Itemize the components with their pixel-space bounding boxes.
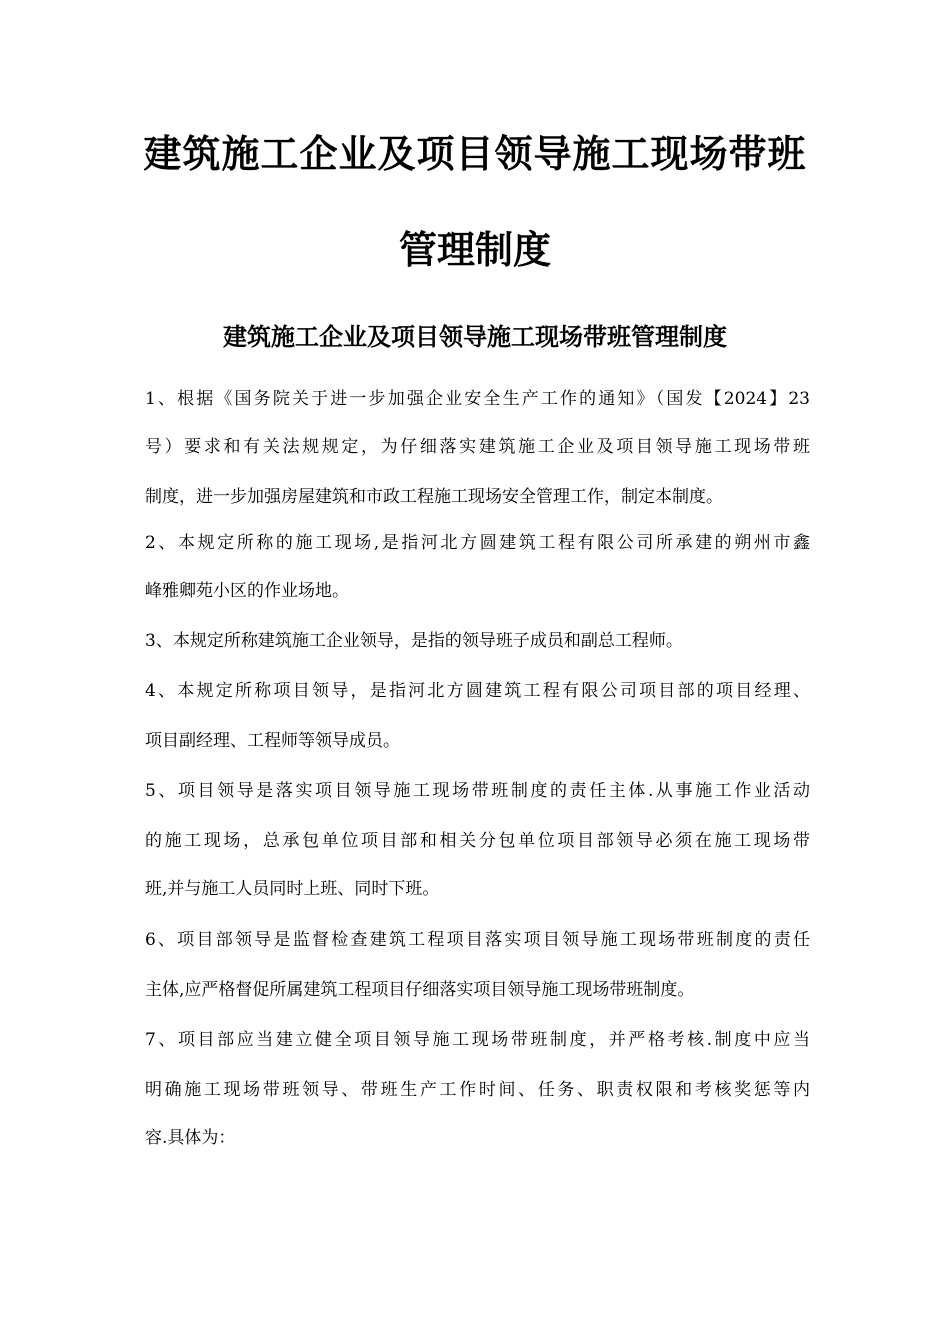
text-line: 峰雅卿苑小区的作业场地。 bbox=[145, 581, 349, 601]
text-line: 号）要求和有关法规规定，为仔细落实建筑施工企业及项目领导施工现场带班 bbox=[145, 437, 810, 457]
text-line: 1、根据《国务院关于进一步加强企业安全生产工作的通知》（国发【2024】23 bbox=[145, 389, 810, 409]
document-title-line-1: 建筑施工企业及项目领导施工现场带班 bbox=[143, 131, 807, 176]
text-line: 班,并与施工人员同时上班、同时下班。 bbox=[145, 879, 440, 899]
text-line: 明确施工现场带班领导、带班生产工作时间、任务、职责权限和考核奖惩等内 bbox=[145, 1080, 810, 1100]
text-line: 容.具体为： bbox=[145, 1128, 236, 1148]
document-subtitle: 建筑施工企业及项目领导施工现场带班管理制度 bbox=[223, 322, 727, 351]
document-title-line-2: 管理制度 bbox=[398, 227, 551, 272]
text-line: 3、本规定所称建筑施工企业领导，是指的领导班子成员和副总工程师。 bbox=[145, 631, 683, 651]
text-line: 4、本规定所称项目领导，是指河北方圆建筑工程有限公司项目部的项目经理、 bbox=[145, 681, 810, 701]
text-line: 制度，进一步加强房屋建筑和市政工程施工现场安全管理工作，制定本制度。 bbox=[145, 487, 723, 507]
text-line: 项目副经理、工程师等领导成员。 bbox=[145, 731, 400, 751]
text-line: 5、项目领导是落实项目领导施工现场带班制度的责任主体.从事施工作业活动 bbox=[145, 781, 810, 801]
text-line: 的施工现场，总承包单位项目部和相关分包单位项目部领导必须在施工现场带 bbox=[145, 831, 810, 851]
text-line: 7、项目部应当建立健全项目领导施工现场带班制度，并严格考核.制度中应当 bbox=[145, 1030, 810, 1050]
text-line: 2、本规定所称的施工现场,是指河北方圆建筑工程有限公司所承建的朔州市鑫 bbox=[145, 533, 810, 553]
text-line: 6、项目部领导是监督检查建筑工程项目落实项目领导施工现场带班制度的责任 bbox=[145, 930, 810, 950]
text-line: 主体,应严格督促所属建筑工程项目仔细落实项目领导施工现场带班制度。 bbox=[145, 980, 695, 1000]
